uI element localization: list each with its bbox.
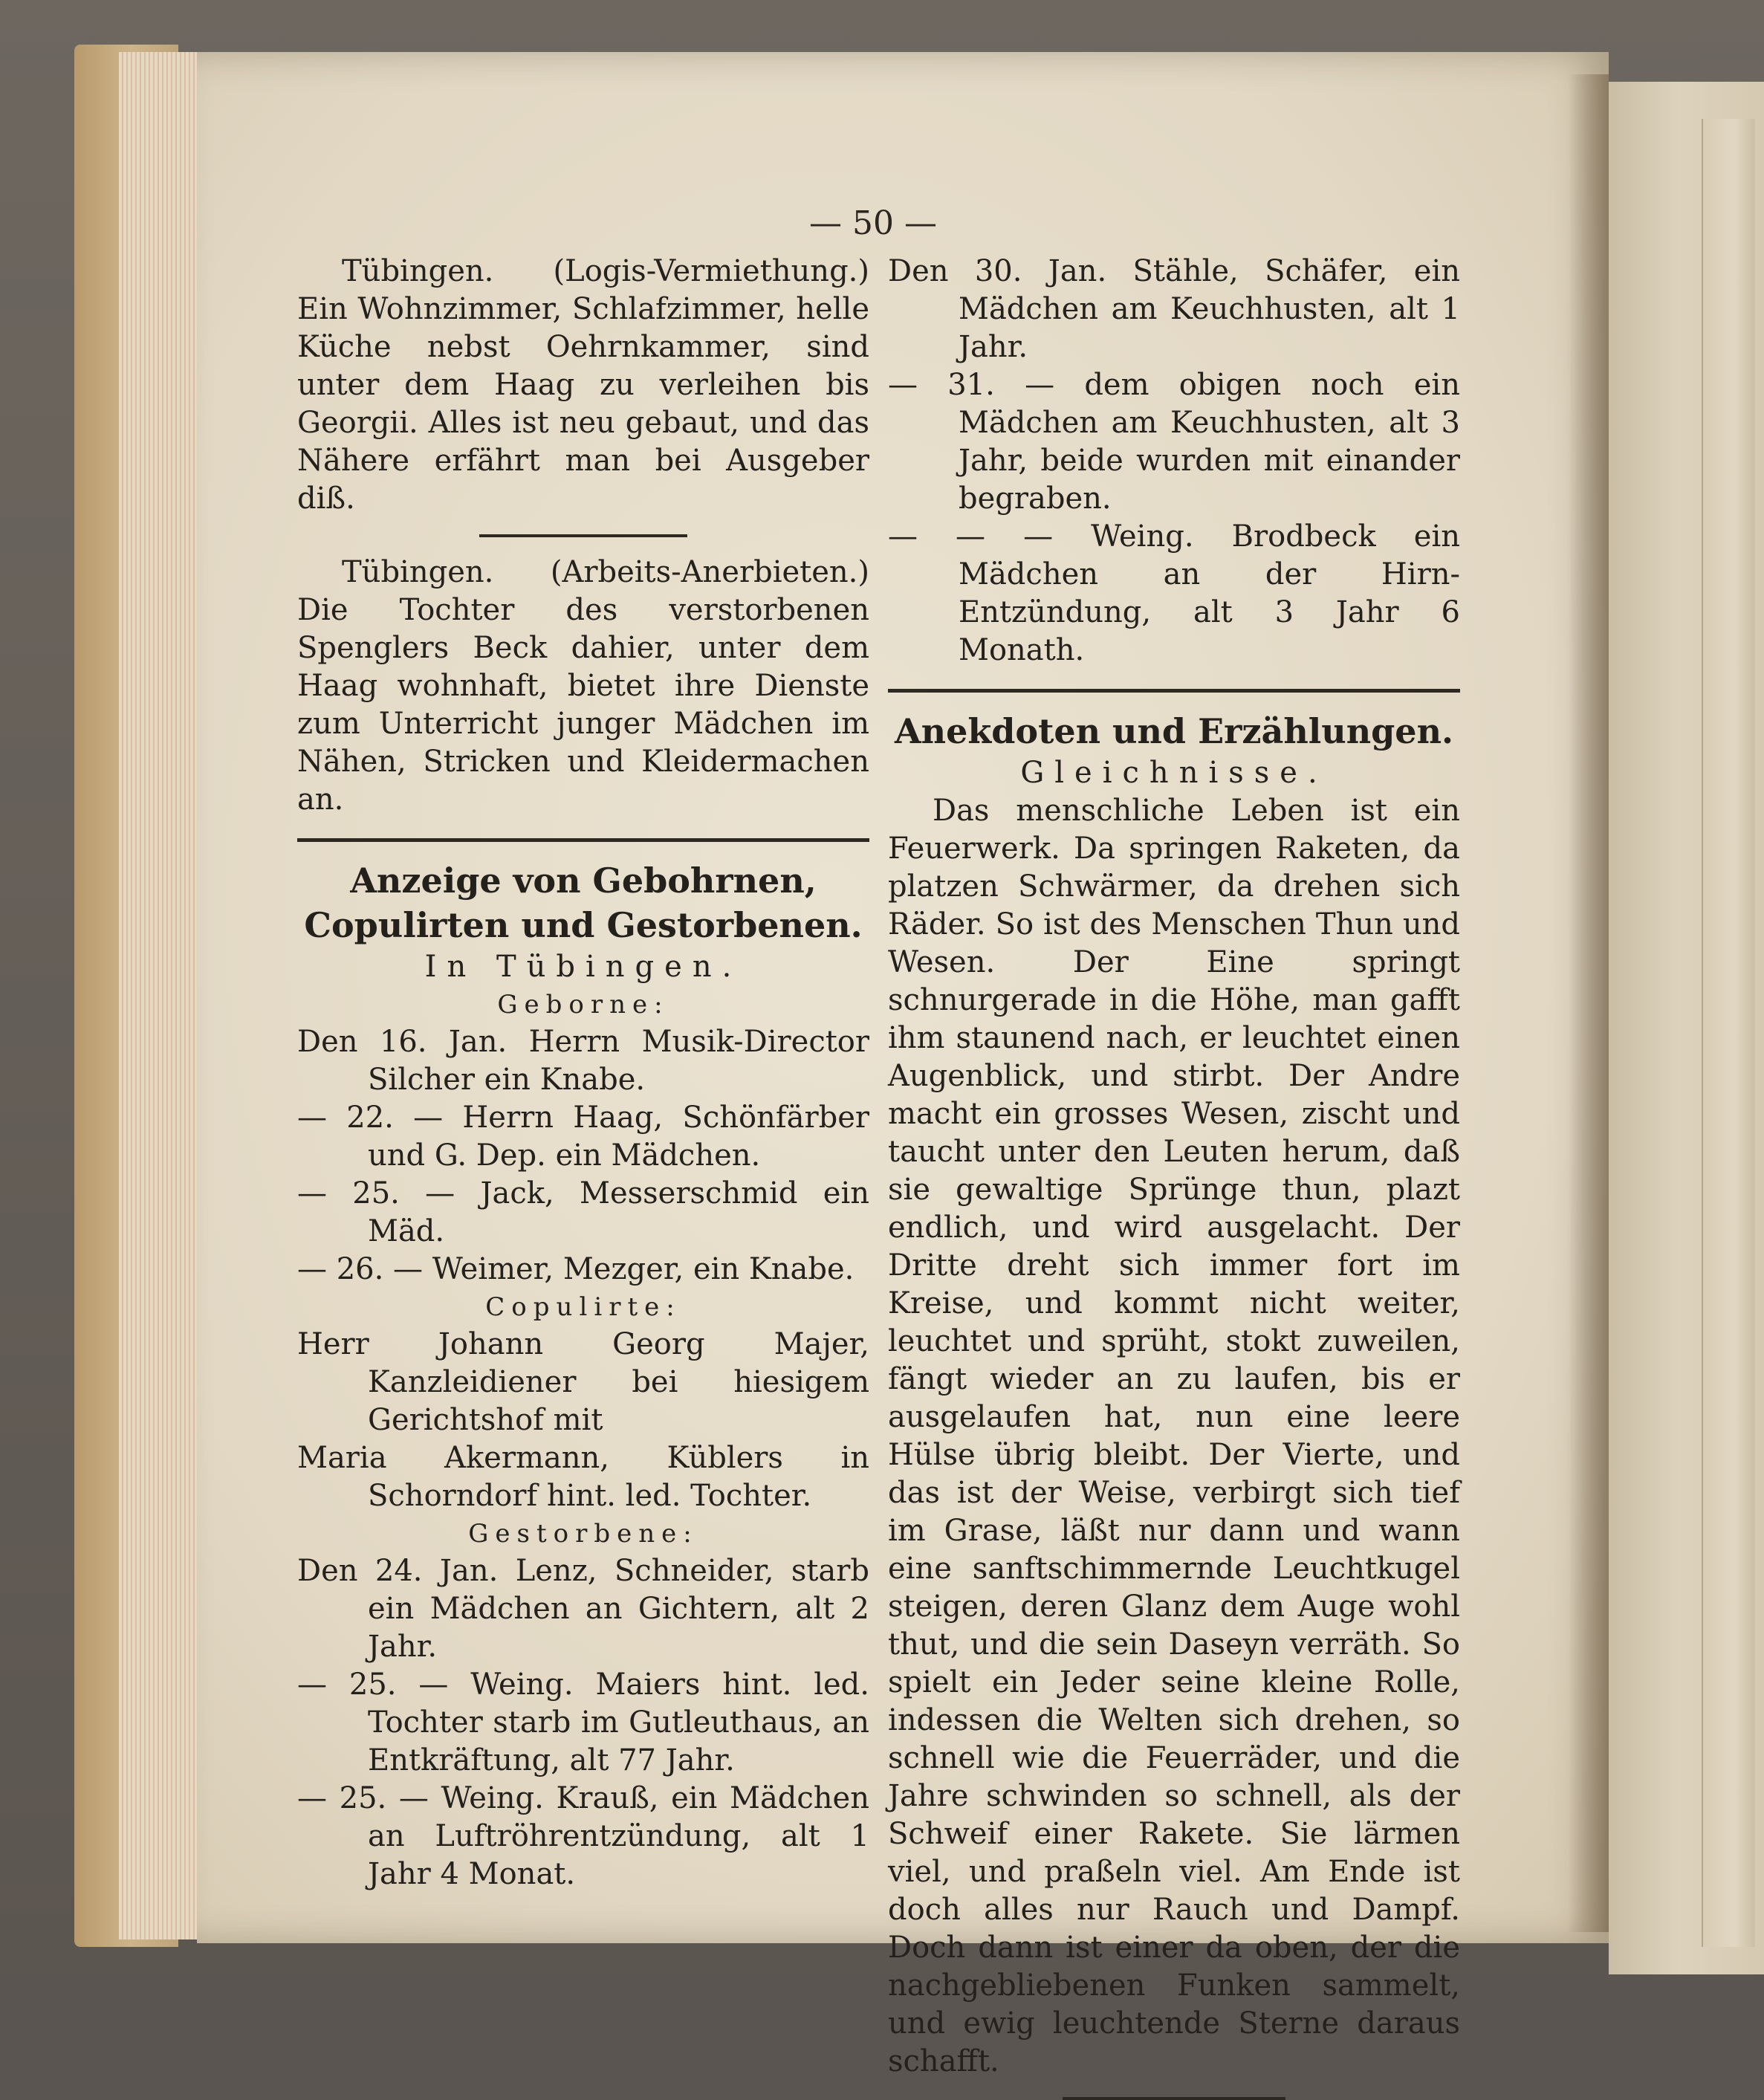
born-entry: — 22. — Herrn Haag, Schönfärber und G. Dep. ein Mädchen. (297, 1101, 869, 1173)
born-heading: Geborne: (497, 990, 669, 1020)
page-edges (119, 52, 208, 1939)
died-entry: — 25. — Weing. Maiers hint. led. Tochter starb im Gutleuthaus, an Entkräftung, alt 77 Jahr. (297, 1668, 869, 1777)
page-gutter-shadow (1568, 74, 1609, 1932)
died-entry: Den 24. Jan. Lenz, Schneider, starb ein Mädchen an Gichtern, alt 2 Jahr. (297, 1554, 869, 1664)
section-divider (888, 689, 1460, 693)
married-entry: Herr Johann Georg Majer, Kanzleidiener bei hiesigem Gerichtshof mit (297, 1327, 869, 1437)
notice-logis: Tübingen. (Logis-Vermiethung.) Ein Wohnzimmer, Schlafzimmer, helle Küche nebst Oehrnkammer, sind unter dem Haag zu verleihen bis Georgii. Alles ist neu gebaut, und das Nähere erfährt man bei Ausgeber diß. (297, 254, 869, 516)
page-number: — 50 — (809, 204, 937, 242)
died-entry: — — — Weing. Brodbeck ein Mädchen an der Hirn-Entzündung, alt 3 Jahr 6 Monath. (888, 519, 1460, 667)
born-entry: — 25. — Jack, Messerschmid ein Mäd. (297, 1176, 869, 1248)
end-rule (1063, 2097, 1285, 2100)
died-entry: Den 30. Jan. Stähle, Schäfer, ein Mädchen am Keuchhusten, alt 1 Jahr. (888, 254, 1460, 364)
left-column (297, 253, 869, 1893)
place-heading: In Tübingen. (424, 950, 742, 984)
story-title: Gleichnisse. (1020, 756, 1328, 790)
right-column (888, 253, 1460, 2100)
born-entry: Den 16. Jan. Herrn Musik-Director Silcher ein Knabe. (297, 1025, 869, 1097)
married-heading: Copulirte: (485, 1292, 681, 1322)
born-entry: — 26. — Weimer, Mezger, ein Knabe. (297, 1252, 855, 1286)
section-title: Anzeige von Gebohrnen, Copulirten und Gestorbenen. (304, 861, 863, 945)
facing-page-edge (1702, 119, 1755, 1947)
married-entry: Maria Akermann, Küblers in Schorndorf hint. led. Tochter. (297, 1441, 869, 1513)
section-divider (297, 838, 869, 842)
divider (479, 534, 687, 537)
story-text: Das menschliche Leben ist ein Feuerwerk. Da springen Raketen, da platzen Schwärmer, da drehen sich Räder. So ist des Menschen Thun und Wesen. Der Eine springt schnurgerade in die Höhe, man gafft ihm staunend nach, er leuchtet einen Augenblick, und stirbt. Der Andre macht ein grosses Wesen, zischt und taucht unter den Leuten herum, daß sie gewaltige Sprünge thun, plazt endlich, und wird ausgelacht. Der Dritte dreht sich immer fort im Kreise, und kommt nicht weiter, leuchtet und sprüht, stokt zuweilen, fängt wieder an zu laufen, bis er ausgelaufen hat, nun eine leere Hülse übrig bleibt. Der Vierte, und das ist der Weise, verbirgt sich tief im Grase, läßt nur dann und wann eine sanftschimmernde Leuchtkugel steigen, deren Glanz dem Auge wohl thut, und die sein Daseyn verräth. So spielt ein Jeder seine kleine Rolle, indessen die Welten sich drehen, so schnell wie die Feuerräder, und die Jahre schwinden so schnell, als der Schweif einer Rakete. Sie lärmen viel, und praßeln viel. Am Ende ist doch alles nur Rauch und Dampf. Doch dann ist einer da oben, der die nachgebliebenen Funken sammelt, und ewig leuchtende Sterne daraus schafft. (888, 794, 1460, 2078)
anecdotes-title: Anekdoten und Erzählungen. (894, 711, 1454, 751)
died-entry: — 25. — Weing. Krauß, ein Mädchen an Luftröhrentzündung, alt 1 Jahr 4 Monat. (297, 1781, 869, 1891)
died-heading: Gestorbene: (468, 1519, 698, 1549)
died-entry: — 31. — dem obigen noch ein Mädchen am Keuchhusten, alt 3 Jahr, beide wurden mit einander begraben. (888, 368, 1460, 516)
notice-arbeit: Tübingen. (Arbeits-Anerbieten.) Die Tochter des verstorbenen Spenglers Beck dahier, unter dem Haag wohnhaft, bietet ihre Dienste zum Unterricht junger Mädchen im Nähen, Stricken und Kleidermachen an. (297, 555, 869, 817)
